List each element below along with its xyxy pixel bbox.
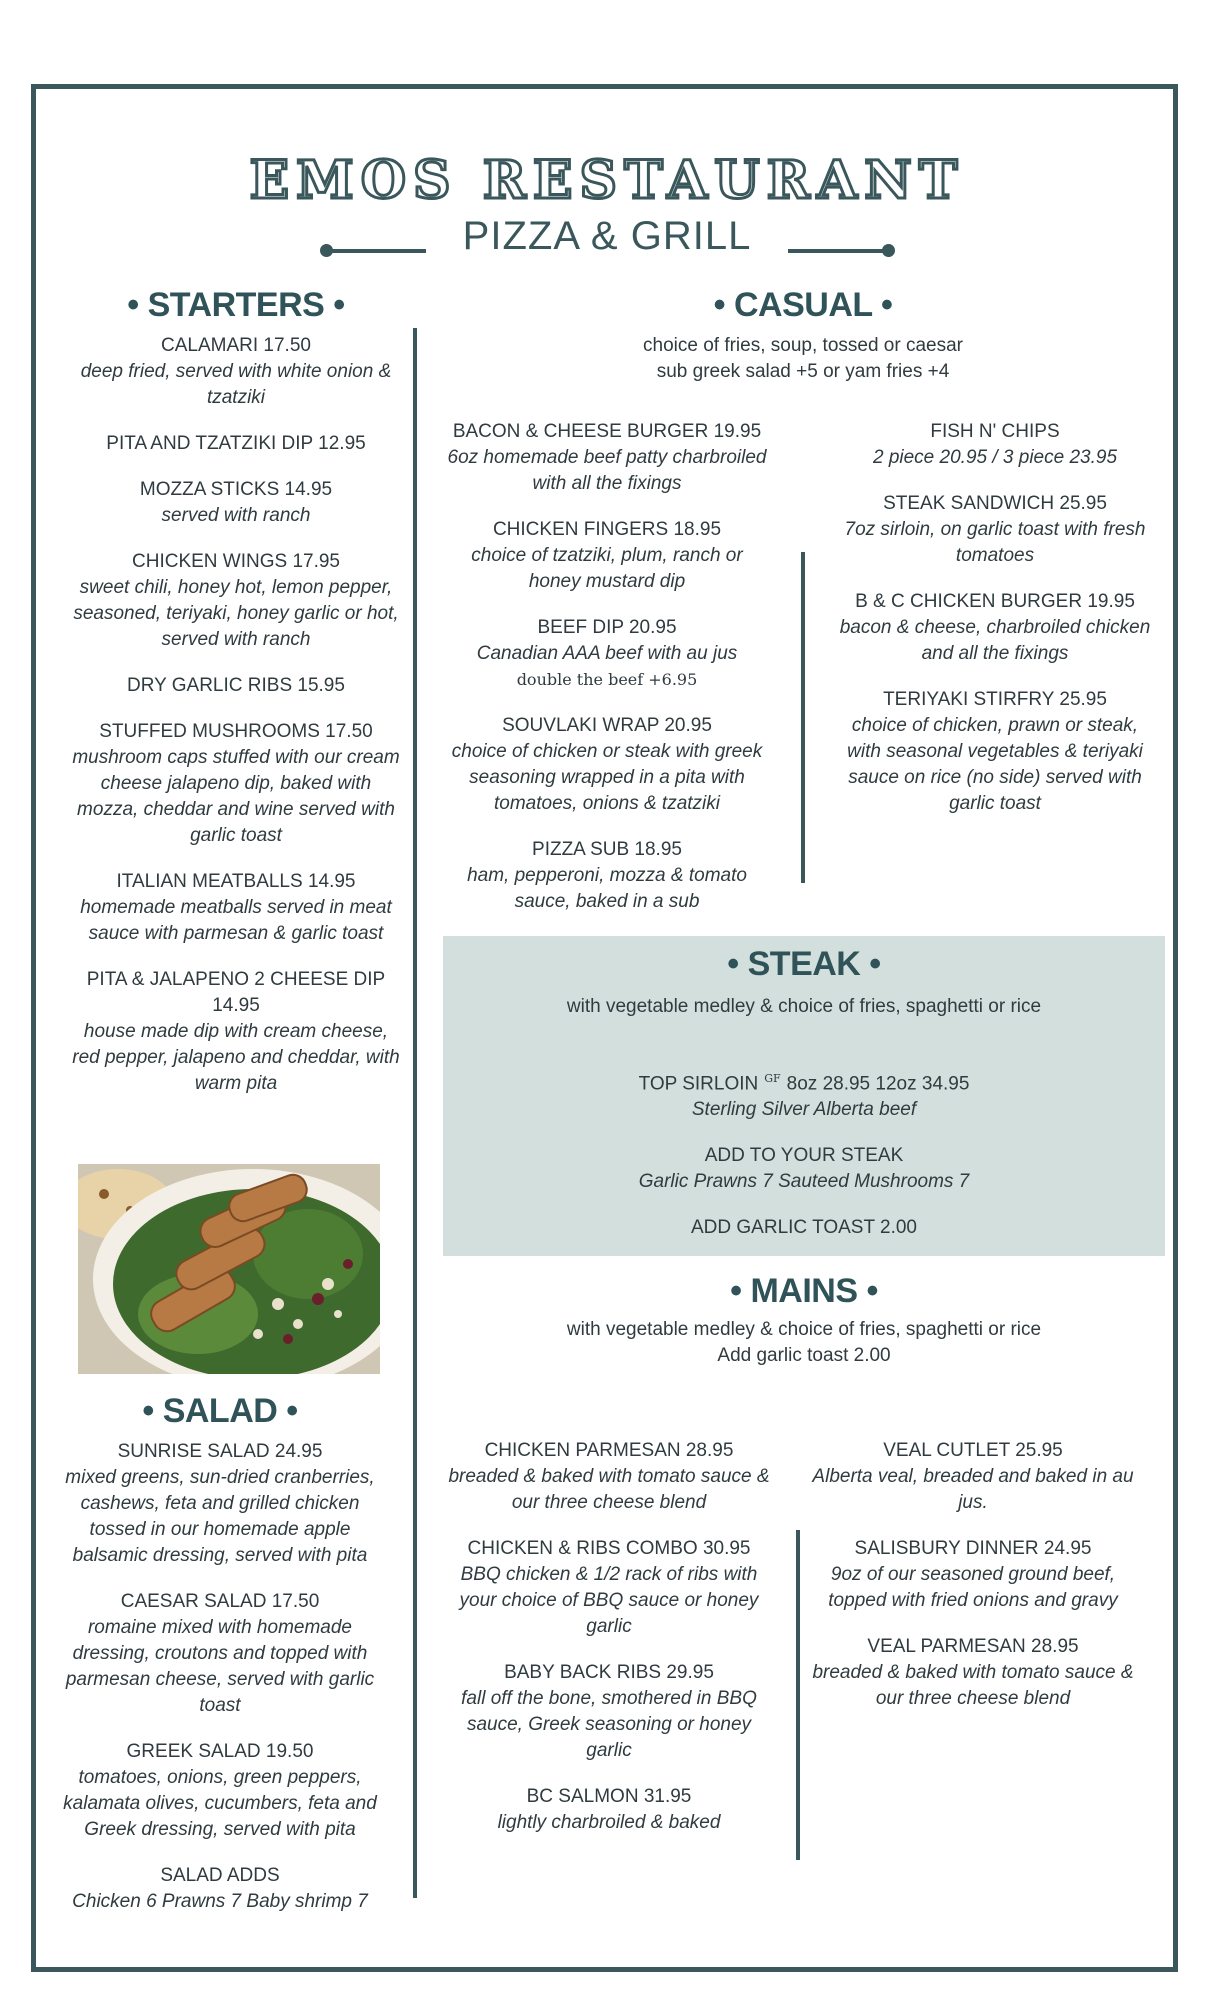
menu-item-name: FISH N' CHIPS xyxy=(930,421,1060,442)
menu-item-description: house made dip with cream cheese, red pepper, jalapeno and cheddar, with warm pita xyxy=(72,1021,400,1094)
menu-item-name: SALISBURY DINNER 24.95 xyxy=(854,1538,1092,1559)
menu-item-description: lightly charbroiled & baked xyxy=(497,1812,721,1833)
menu-item xyxy=(446,713,768,817)
rule-left xyxy=(326,249,426,253)
menu-item xyxy=(812,1536,1134,1614)
menu-item-name: BC SALMON 31.95 xyxy=(526,1786,692,1807)
menu-item-description: homemade meatballs served in meat sauce with parmesan & garlic toast xyxy=(80,897,392,944)
menu-item-name: CHICKEN FINGERS 18.95 xyxy=(492,519,722,540)
menu-item xyxy=(446,837,768,915)
menu-item-description: tomatoes, onions, green peppers, kalamata olives, cucumbers, feta and Greek dressing, served with pita xyxy=(63,1767,377,1840)
menu-item-description: fall off the bone, smothered in BBQ sauce, Greek seasoning or honey garlic xyxy=(461,1688,757,1761)
mains-note-2: Add garlic toast 2.00 xyxy=(717,1345,891,1366)
menu-item xyxy=(72,477,400,529)
menu-item xyxy=(72,673,400,699)
mains-note-1: with vegetable medley & choice of fries, spaghetti or rice xyxy=(566,1319,1042,1340)
menu-item-name: CHICKEN WINGS 17.95 xyxy=(132,551,340,572)
menu-item-description: choice of tzatziki, plum, ranch or honey mustard dip xyxy=(471,545,743,592)
menu-item-name: ITALIAN MEATBALLS 14.95 xyxy=(116,871,356,892)
menu-item-name: B & C CHICKEN BURGER 19.95 xyxy=(855,591,1135,612)
mains-right-list xyxy=(812,1438,1134,1732)
menu-item xyxy=(448,1660,770,1764)
rule-right xyxy=(788,249,888,253)
casual-left-list xyxy=(446,419,768,935)
menu-item xyxy=(812,1634,1134,1712)
menu-item-description: breaded & baked with tomato sauce & our three cheese blend xyxy=(812,1662,1134,1709)
mains-section xyxy=(443,1272,1165,1369)
menu-item xyxy=(72,869,400,947)
menu-item-description: bacon & cheese, charbroiled chicken and all the fixings xyxy=(839,617,1151,664)
starters-list xyxy=(72,333,400,1097)
menu-item-name: CHICKEN PARMESAN 28.95 xyxy=(484,1440,734,1461)
menu-item xyxy=(52,1589,388,1719)
menu-item xyxy=(446,517,768,595)
mains-heading: • MAINS • xyxy=(730,1272,878,1310)
mains-left-list xyxy=(448,1438,770,1856)
menu-item-description: mixed greens, sun-dried cranberries, cashews, feta and grilled chicken tossed in our homemade apple balsamic dressing, served with pita xyxy=(65,1467,375,1566)
steak-panel xyxy=(443,936,1165,1256)
menu-item-description: Chicken 6 Prawns 7 Baby shrimp 7 xyxy=(72,1891,368,1912)
steak-sirloin-price: 8oz 28.95 12oz 34.95 xyxy=(786,1073,970,1095)
menu-item-name: SOUVLAKI WRAP 20.95 xyxy=(502,715,712,736)
salad-photo xyxy=(78,1164,380,1374)
steak-sirloin xyxy=(443,1066,1165,1097)
menu-item-name: BABY BACK RIBS 29.95 xyxy=(504,1662,714,1683)
menu-item xyxy=(52,1439,388,1569)
menu-item xyxy=(834,589,1156,667)
menu-item-description: deep fried, served with white onion & tzatziki xyxy=(80,361,392,408)
menu-item-name: PITA AND TZATZIKI DIP 12.95 xyxy=(106,433,366,454)
steak-add-name: ADD TO YOUR STEAK xyxy=(704,1145,904,1167)
casual-note-1: choice of fries, soup, tossed or caesar xyxy=(643,335,963,356)
menu-item-description: mushroom caps stuffed with our cream cheese jalapeno dip, baked with mozza, cheddar and wine served with garlic toast xyxy=(72,747,400,846)
menu-item xyxy=(446,615,768,693)
menu-item-description: ham, pepperoni, mozza & tomato sauce, baked in a sub xyxy=(467,865,747,912)
menu-item-description: served with ranch xyxy=(161,505,311,526)
menu-item-name: PITA & JALAPENO 2 CHEESE DIP 14.95 xyxy=(86,969,386,1016)
menu-item-description: BBQ chicken & 1/2 rack of ribs with your choice of BBQ sauce or honey garlic xyxy=(459,1564,759,1637)
menu-item-description: romaine mixed with homemade dressing, croutons and topped with parmesan cheese, served with garlic toast xyxy=(65,1617,375,1716)
menu-item-name: SUNRISE SALAD 24.95 xyxy=(117,1441,323,1462)
restaurant-title: EMOS RESTAURANT xyxy=(249,150,965,211)
menu-item-name: SALAD ADDS xyxy=(160,1865,280,1886)
menu-item-name: TERIYAKI STIRFRY 25.95 xyxy=(883,689,1107,710)
menu-item xyxy=(812,1438,1134,1516)
starters-section xyxy=(72,286,400,1117)
menu-item-name: PIZZA SUB 18.95 xyxy=(532,839,682,860)
steak-sirloin-desc: Sterling Silver Alberta beef xyxy=(691,1099,917,1121)
menu-item xyxy=(72,967,400,1097)
menu-item-name: VEAL PARMESAN 28.95 xyxy=(867,1636,1079,1657)
divider-mains xyxy=(796,1530,800,1860)
menu-item-name: MOZZA STICKS 14.95 xyxy=(139,479,333,500)
casual-right-list xyxy=(834,419,1156,837)
menu-item-description: choice of chicken or steak with greek seasoning wrapped in a pita with tomatoes, onions & tzatziki xyxy=(451,741,763,814)
menu-item-name: CHICKEN & RIBS COMBO 30.95 xyxy=(467,1538,751,1559)
menu-item-description: choice of chicken, prawn or steak, with seasonal vegetables & teriyaki sauce on rice (no side) served with garlic toast xyxy=(847,715,1143,814)
menu-item xyxy=(834,419,1156,471)
steak-add-desc: Garlic Prawns 7 Sauteed Mushrooms 7 xyxy=(638,1171,970,1193)
menu-item xyxy=(446,419,768,497)
salad-list xyxy=(52,1439,388,1915)
menu-item xyxy=(448,1438,770,1516)
salad-section xyxy=(52,1392,388,1935)
menu-item-name: BEEF DIP 20.95 xyxy=(537,617,677,638)
menu-item-description: 7oz sirloin, on garlic toast with fresh tomatoes xyxy=(844,519,1146,566)
restaurant-subtitle: PIZZA & GRILL xyxy=(462,214,752,258)
menu-item-name: CAESAR SALAD 17.50 xyxy=(120,1591,320,1612)
menu-item-name: VEAL CUTLET 25.95 xyxy=(883,1440,1063,1461)
menu-item-name: CALAMARI 17.50 xyxy=(161,335,311,356)
menu-item xyxy=(72,333,400,411)
steak-sirloin-name: TOP SIRLOIN xyxy=(638,1073,759,1095)
casual-heading: • CASUAL • xyxy=(713,286,893,324)
menu-item-description: 9oz of our seasoned ground beef, topped with fried onions and gravy xyxy=(828,1564,1118,1611)
divider-starters xyxy=(413,328,417,1898)
menu-item xyxy=(448,1536,770,1640)
menu-item xyxy=(834,687,1156,817)
menu-item-extra: double the beef +6.95 xyxy=(516,670,698,689)
menu-item xyxy=(72,719,400,849)
salad-heading: • SALAD • xyxy=(142,1392,298,1430)
menu-item xyxy=(834,491,1156,569)
steak-heading: • STEAK • xyxy=(727,945,881,983)
menu-item xyxy=(72,549,400,653)
menu-item-name: STUFFED MUSHROOMS 17.50 xyxy=(99,721,373,742)
menu-item-name: BACON & CHEESE BURGER 19.95 xyxy=(452,421,762,442)
casual-note-2: sub greek salad +5 or yam fries +4 xyxy=(656,361,950,382)
menu-item-description: Canadian AAA beef with au jus xyxy=(476,643,738,664)
casual-section xyxy=(443,286,1163,385)
menu-item-description: Alberta veal, breaded and baked in au jus. xyxy=(812,1466,1134,1513)
menu-item-name: DRY GARLIC RIBS 15.95 xyxy=(127,675,345,696)
menu-item xyxy=(52,1739,388,1843)
menu-item-name: STEAK SANDWICH 25.95 xyxy=(883,493,1107,514)
menu-item xyxy=(52,1863,388,1915)
menu-item-name: GREEK SALAD 19.50 xyxy=(126,1741,314,1762)
divider-casual xyxy=(801,552,805,883)
menu-item-description: 6oz homemade beef patty charbroiled with all the fixings xyxy=(447,447,767,494)
menu-item-description: sweet chili, honey hot, lemon pepper, seasoned, teriyaki, honey garlic or hot, served with ranch xyxy=(73,577,399,650)
menu-item-description: 2 piece 20.95 / 3 piece 23.95 xyxy=(872,447,1118,468)
starters-heading: • STARTERS • xyxy=(127,286,345,324)
menu-item-description: breaded & baked with tomato sauce & our three cheese blend xyxy=(448,1466,770,1513)
menu-item xyxy=(448,1784,770,1836)
steak-note: with vegetable medley & choice of fries, spaghetti or rice xyxy=(566,996,1042,1017)
gluten-free-badge: GF xyxy=(764,1072,781,1085)
menu-item xyxy=(72,431,400,457)
rule-dot-right xyxy=(882,244,895,257)
steak-garlic-toast: ADD GARLIC TOAST 2.00 xyxy=(691,1217,917,1239)
